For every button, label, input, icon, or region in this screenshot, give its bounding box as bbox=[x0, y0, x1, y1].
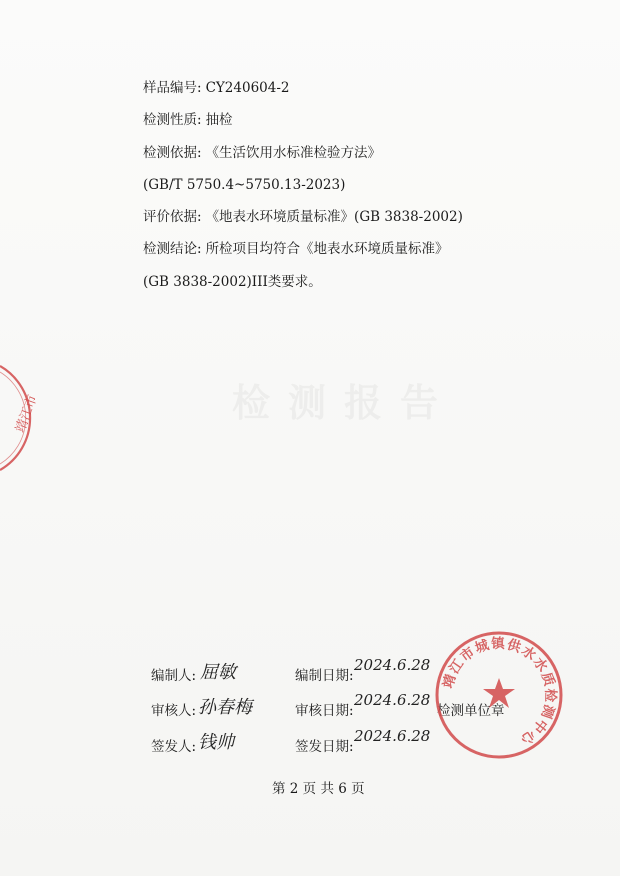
test-basis-label: 检测依据: bbox=[143, 145, 202, 161]
issuer-signature: 钱帅 bbox=[198, 732, 234, 753]
side-seal-stamp bbox=[0, 358, 70, 478]
test-nature-line bbox=[143, 111, 233, 129]
compile-date-label: 编制日期: bbox=[295, 668, 354, 684]
main-seal-stamp bbox=[432, 628, 566, 762]
faint-watermark-text: 检测报告 bbox=[232, 380, 457, 425]
issue-date-label: 签发日期: bbox=[295, 739, 354, 755]
compile-date-value: 2024.6.28 bbox=[354, 656, 431, 674]
evaluation-basis-value: 《地表水环境质量标准》(GB 3838-2002) bbox=[205, 209, 463, 225]
sample-number-line bbox=[143, 79, 290, 97]
test-basis-value: 《生活饮用水标准检验方法》 bbox=[205, 145, 382, 161]
evaluation-basis-label: 评价依据: bbox=[143, 209, 202, 225]
issue-date-value: 2024.6.28 bbox=[354, 727, 431, 745]
side-seal-text: 靖江市 bbox=[13, 392, 41, 435]
test-nature-value: 抽检 bbox=[205, 112, 233, 128]
sample-number-value: CY240604-2 bbox=[205, 80, 290, 96]
conclusion-line bbox=[143, 240, 449, 258]
reviewer-signature: 孙春梅 bbox=[198, 697, 252, 718]
conclusion-continuation: (GB 3838-2002)III类要求。 bbox=[143, 274, 322, 290]
unit-stamp-label: 检测单位章 bbox=[437, 703, 505, 719]
test-basis-line bbox=[143, 144, 381, 162]
evaluation-basis-line bbox=[143, 208, 463, 226]
compiler-label: 编制人: bbox=[151, 668, 197, 684]
test-basis-code: (GB/T 5750.4~5750.13-2023) bbox=[143, 177, 346, 193]
page-number: 第 2 页 共 6 页 bbox=[272, 781, 365, 797]
conclusion-value: 所检项目均符合《地表水环境质量标准》 bbox=[205, 241, 449, 257]
seal-star-icon bbox=[483, 678, 515, 708]
review-date-label: 审核日期: bbox=[295, 703, 354, 719]
conclusion-label: 检测结论: bbox=[143, 241, 202, 257]
review-date-value: 2024.6.28 bbox=[354, 691, 431, 709]
sample-number-label: 样品编号: bbox=[143, 80, 202, 96]
main-seal-text: 靖江市城镇供水水质检测中心 bbox=[440, 635, 559, 749]
issuer-label: 签发人: bbox=[151, 739, 197, 755]
test-nature-label: 检测性质: bbox=[143, 112, 202, 128]
compiler-signature: 屈敏 bbox=[200, 662, 236, 683]
reviewer-label: 审核人: bbox=[151, 703, 197, 719]
